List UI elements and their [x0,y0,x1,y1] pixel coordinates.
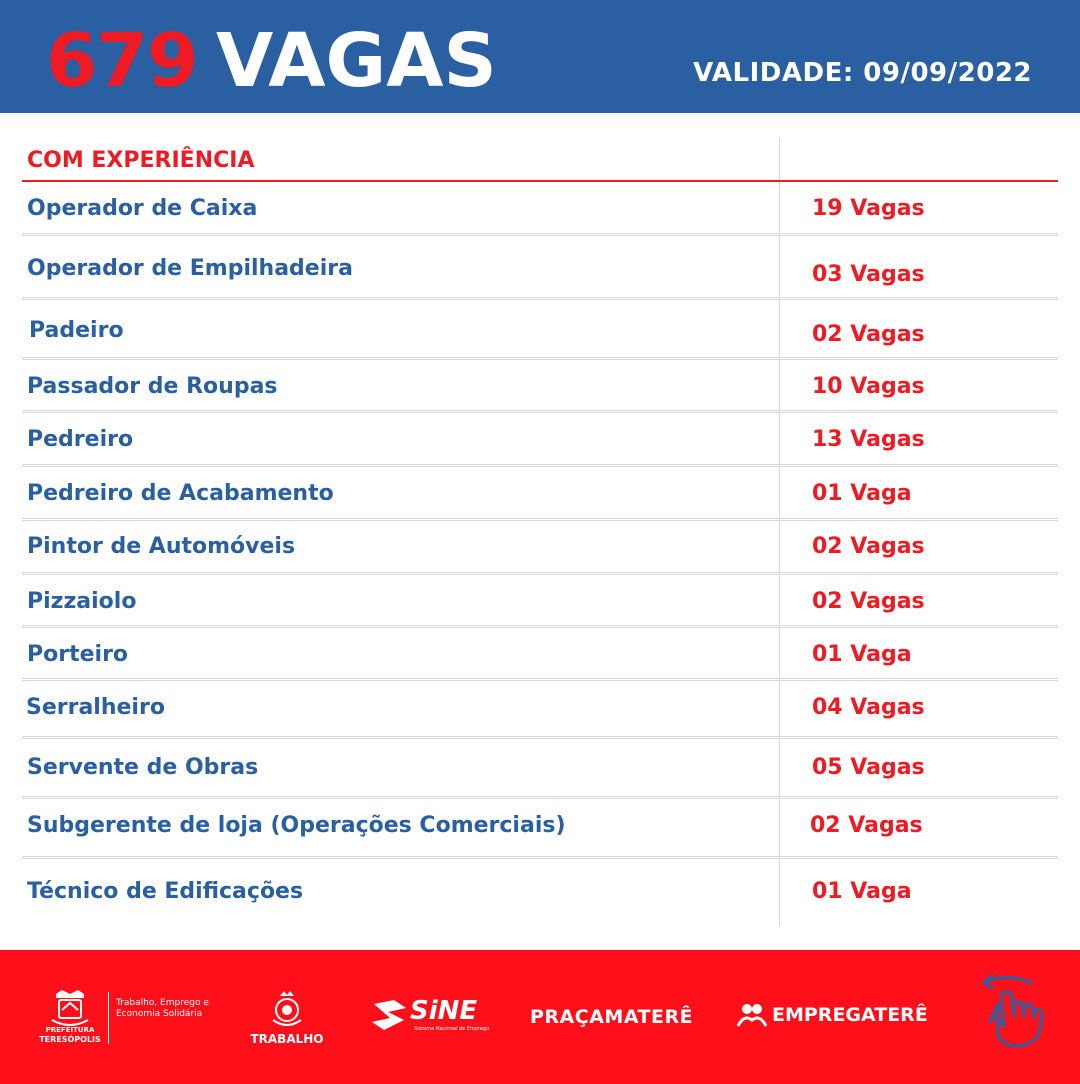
table-row [22,799,1058,859]
job-title: Pedreiro [27,427,134,452]
section-rule [22,180,1058,182]
job-quantity: 13 Vagas [812,427,925,452]
sine-logo [370,996,488,1042]
header-banner [0,0,1080,113]
footer-banner [0,950,1080,1084]
hand-pointer-icon [974,974,1050,1054]
pracamatere-logo: PRAÇAMATERÊ [530,1006,694,1028]
job-title: Servente de Obras [27,755,259,780]
job-quantity: 02 Vagas [810,813,923,838]
table-row [22,575,1058,628]
trabalho-label: TRABALHO [250,1032,324,1046]
job-quantity: 02 Vagas [812,534,925,559]
job-title: Porteiro [27,642,129,667]
job-quantity: 19 Vagas [812,196,925,221]
vacancy-count: 679 [46,18,198,104]
job-quantity: 02 Vagas [812,322,925,347]
prefeitura-label: PREFEITURA [45,1026,95,1034]
job-quantity: 04 Vagas [812,695,925,720]
section-title: COM EXPERIÊNCIA [27,148,255,173]
header-title: VAGAS [216,18,497,104]
trabalho-logo [244,990,334,1050]
job-title: Serralheiro [26,695,165,720]
job-title: Operador de Empilhadeira [27,256,353,281]
city-name: TERESÓPOLIS [39,1035,101,1044]
department-name: Trabalho, Emprego e Economia Solidária [116,998,209,1019]
table-row [22,739,1058,799]
logo-divider [108,992,109,1044]
empregatere-logo [736,1000,946,1034]
job-title: Pintor de Automóveis [27,534,296,559]
city-crest-icon [50,990,90,1026]
job-quantity: 02 Vagas [812,589,925,614]
job-title: Padeiro [29,318,124,343]
table-row [22,236,1058,300]
validity-date: VALIDADE: 09/09/2022 [693,58,1032,88]
job-title: Passador de Roupas [27,374,278,399]
table-row [22,360,1058,413]
table-row [22,628,1058,681]
job-title: Operador de Caixa [27,196,258,221]
job-quantity: 01 Vaga [812,879,912,904]
table-row [22,521,1058,575]
job-quantity: 01 Vaga [812,481,912,506]
table-row [22,184,1058,236]
job-quantity: 10 Vagas [812,374,925,399]
table-row [22,413,1058,467]
jobs-table [22,138,1058,928]
sine-wordmark: SiNE [410,996,478,1026]
table-row [22,859,1058,925]
job-title: Pizzaiolo [27,589,137,614]
job-title: Subgerente de loja (Operações Comerciais) [27,813,566,838]
sine-mark-icon [370,998,408,1032]
job-quantity: 03 Vagas [812,262,925,287]
sine-subtitle: Sistema Nacional de Emprego [414,1026,490,1032]
job-quantity: 05 Vagas [812,755,925,780]
people-icon [736,1002,768,1028]
table-row [22,300,1058,360]
teresopolis-logo [36,990,209,1050]
table-row [22,467,1058,521]
table-row [22,681,1058,739]
job-title: Pedreiro de Acabamento [27,481,334,506]
empregatere-wordmark: EMPREGATERÊ [772,1004,928,1026]
trabalho-crest-icon [270,990,304,1028]
job-quantity: 01 Vaga [812,642,912,667]
job-title: Técnico de Edificações [27,879,304,904]
